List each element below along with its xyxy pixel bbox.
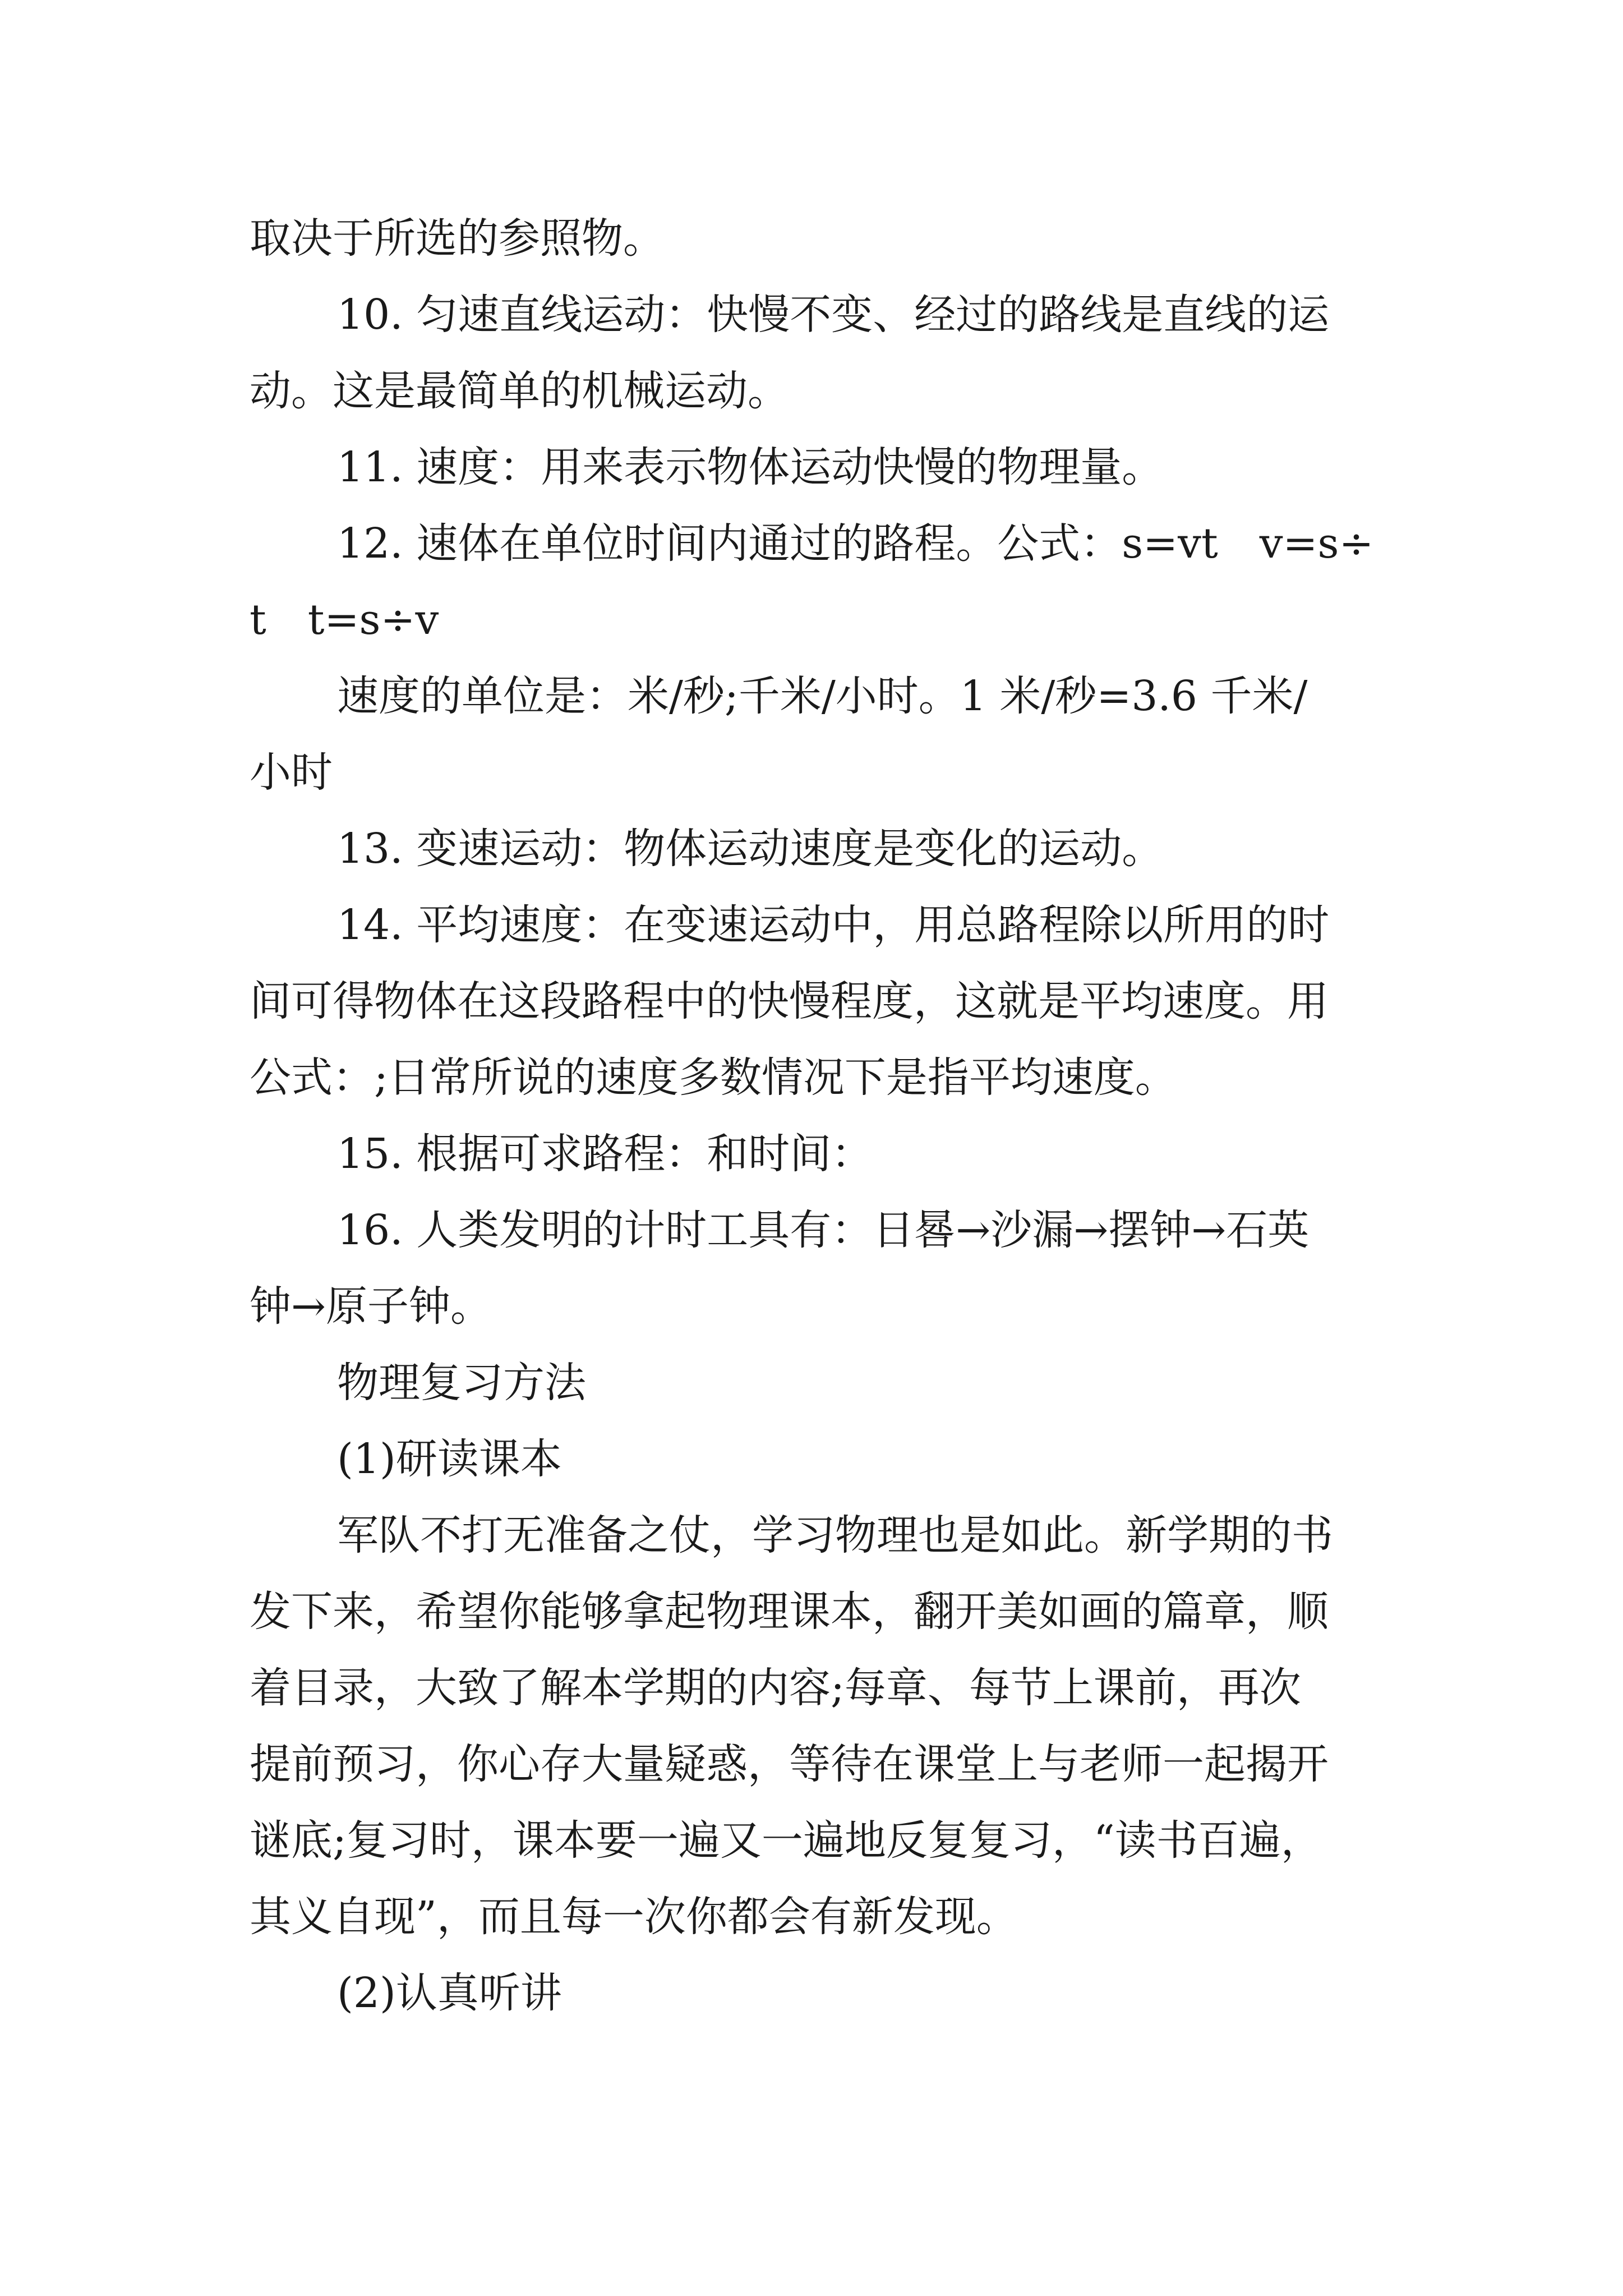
- text-line: 其义自现”，而且每一次你都会有新发现。: [250, 1893, 1018, 1941]
- text-line: 谜底;复习时，课本要一遍又一遍地反复复习，“读书百遍，: [250, 1816, 1322, 1865]
- text-line: 16. 人类发明的计时工具有：日晷→沙漏→摆钟→石英: [337, 1206, 1310, 1254]
- text-line: 发下来，希望你能够拿起物理课本，翻开美如画的篇章，顺: [250, 1588, 1329, 1636]
- subsection-heading: (1)研读课本: [337, 1435, 562, 1483]
- text-line: 13. 变速运动：物体运动速度是变化的运动。: [337, 825, 1164, 873]
- section-heading: 物理复习方法: [337, 1359, 586, 1407]
- text-line: 11. 速度：用来表示物体运动快慢的物理量。: [337, 443, 1164, 491]
- text-line: 动。这是最简单的机械运动。: [250, 367, 789, 415]
- text-line: 提前预习，你心存大量疑惑，等待在课堂上与老师一起揭开: [250, 1740, 1329, 1788]
- text-line: 取决于所选的参照物。: [250, 214, 665, 263]
- text-line: 10. 匀速直线运动：快慢不变、经过的路线是直线的运: [337, 291, 1330, 339]
- text-line: 钟→原子钟。: [250, 1282, 492, 1331]
- text-line: 公式：;日常所说的速度多数情况下是指平均速度。: [250, 1053, 1177, 1102]
- text-line: 14. 平均速度：在变速运动中，用总路程除以所用的时: [337, 901, 1330, 949]
- text-line: 间可得物体在这段路程中的快慢程度，这就是平均速度。用: [250, 977, 1329, 1025]
- text-line: 着目录，大致了解本学期的内容;每章、每节上课前，再次: [250, 1664, 1301, 1712]
- text-line: 小时: [250, 748, 333, 797]
- subsection-heading: (2)认真听讲: [337, 1969, 562, 2017]
- text-line: 军队不打无准备之仗，学习物理也是如此。新学期的书: [337, 1511, 1333, 1559]
- text-line: 12. 速体在单位时间内通过的路程。公式：s=vt v=s÷: [337, 519, 1374, 568]
- text-line: 15. 根据可求路程：和时间：: [337, 1130, 873, 1178]
- text-line: t t=s÷v: [250, 596, 439, 644]
- text-line: 速度的单位是：米/秒;千米/小时。1 米/秒=3.6 千米/: [337, 672, 1308, 720]
